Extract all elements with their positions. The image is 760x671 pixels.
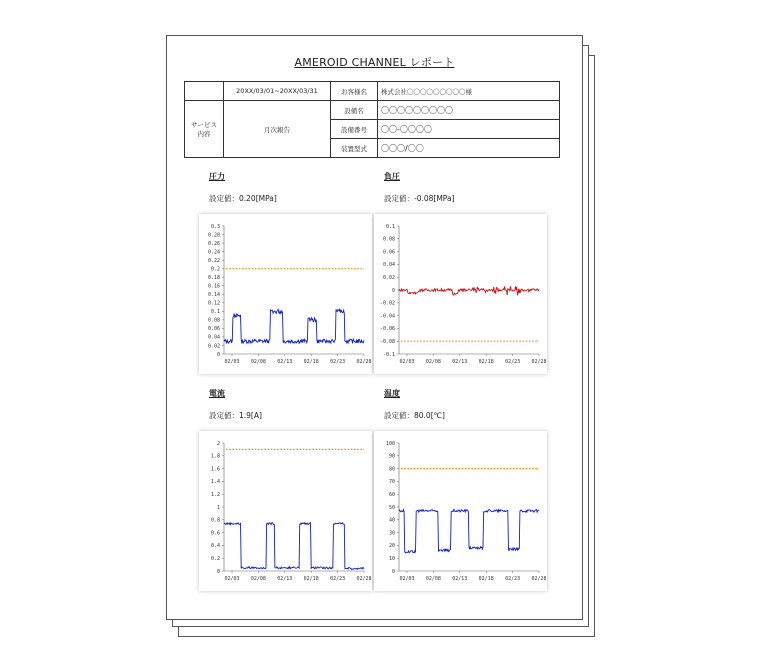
- y-tick-label: 10: [388, 556, 395, 562]
- y-tick-label: 0.28: [207, 232, 220, 239]
- x-tick-label: 02/08: [250, 576, 266, 582]
- x-tick-label: 02/13: [277, 576, 293, 582]
- x-tick-label: 02/28: [531, 576, 547, 582]
- y-tick-label: 60: [388, 492, 395, 498]
- y-tick-label: 40: [388, 517, 395, 524]
- y-tick-label: 20: [388, 543, 395, 550]
- y-tick-label: 0.18: [207, 275, 220, 281]
- panel-title: 温度: [384, 389, 400, 398]
- series-line: [224, 309, 364, 343]
- service-label-line2: 内容: [197, 130, 211, 138]
- panel-setting: 設定値：0.20[MPa]: [209, 194, 277, 203]
- y-tick-label: 0.16: [207, 283, 220, 290]
- x-tick-label: 02/18: [303, 576, 319, 582]
- y-tick-label: 1.2: [210, 492, 220, 498]
- service-label-line1: サービス: [191, 121, 217, 129]
- y-tick-label: -0.04: [379, 313, 395, 320]
- x-tick-label: 02/18: [303, 359, 319, 365]
- y-tick-label: 0: [391, 287, 395, 294]
- y-tick-label: 0.2: [210, 266, 220, 273]
- x-tick-label: 02/23: [505, 359, 521, 365]
- info-table: [184, 81, 560, 158]
- y-tick-label: 0.26: [207, 240, 220, 247]
- panel-setting: 設定値：80.0[℃]: [384, 411, 445, 420]
- equipment-name-label: 設備名: [331, 101, 378, 120]
- y-tick-label: 0.24: [207, 249, 220, 256]
- chart-box: [374, 431, 547, 591]
- x-tick-label: 02/23: [330, 359, 346, 365]
- blank-cell: [185, 82, 224, 101]
- y-tick-label: 0.06: [207, 326, 220, 333]
- service-label: [185, 101, 224, 158]
- y-tick-label: 0.04: [382, 262, 395, 269]
- y-tick-label: 0: [216, 351, 220, 358]
- y-tick-label: 0.08: [382, 236, 395, 243]
- y-tick-label: 90: [388, 453, 395, 460]
- y-tick-label: 0.22: [207, 257, 220, 264]
- y-tick-label: 100: [385, 440, 395, 447]
- y-tick-label: 0.14: [207, 292, 220, 299]
- y-tick-label: 1: [216, 504, 220, 511]
- y-tick-label: 0.4: [210, 543, 220, 550]
- y-tick-label: 0.1: [210, 309, 220, 316]
- y-tick-label: 0.04: [207, 334, 220, 341]
- panel-pressure: [187, 171, 372, 381]
- period-value: 20XX/03/01~20XX/03/31: [224, 82, 331, 101]
- y-tick-label: 0.1: [385, 223, 395, 230]
- equipment-number-label: 設備番号: [331, 120, 378, 139]
- x-tick-label: 02/13: [452, 576, 468, 582]
- y-tick-label: 1.4: [210, 479, 220, 486]
- y-tick-label: -0.08: [379, 339, 395, 345]
- x-tick-label: 02/23: [330, 576, 346, 582]
- chart-box: [374, 214, 547, 374]
- panel-current: [187, 388, 372, 598]
- x-tick-label: 02/13: [277, 359, 293, 365]
- x-tick-label: 02/28: [356, 359, 372, 365]
- x-tick-label: 02/08: [425, 359, 441, 365]
- chart-box: [199, 214, 372, 374]
- y-tick-label: 2: [216, 440, 220, 447]
- y-tick-label: 80: [388, 466, 395, 473]
- x-tick-label: 02/03: [224, 576, 240, 582]
- x-tick-label: 02/08: [425, 576, 441, 582]
- x-tick-label: 02/08: [250, 359, 266, 365]
- x-tick-label: 02/23: [505, 576, 521, 582]
- y-tick-label: 0.12: [207, 300, 220, 307]
- x-tick-label: 02/13: [452, 359, 468, 365]
- equipment-name-value: 〇〇〇〇〇〇〇〇〇: [378, 101, 560, 120]
- y-tick-label: -0.06: [379, 326, 395, 333]
- temperature-chart: [374, 431, 547, 591]
- x-tick-label: 02/18: [478, 576, 494, 582]
- x-tick-label: 02/28: [531, 359, 547, 365]
- pressure-chart: [199, 214, 372, 374]
- panel-negative-pressure: [362, 171, 547, 381]
- y-tick-label: -0.1: [382, 351, 395, 358]
- y-tick-label: 0.8: [210, 517, 220, 524]
- panel-setting: 設定値：-0.08[MPa]: [384, 194, 455, 203]
- report-page: [166, 35, 583, 620]
- series-line: [399, 510, 539, 553]
- panel-title: 電流: [209, 389, 225, 398]
- y-tick-label: 0.6: [210, 530, 220, 537]
- y-tick-label: 70: [388, 479, 395, 486]
- customer-value: 株式会社〇〇〇〇〇〇〇〇〇様: [378, 82, 560, 101]
- device-model-label: 装置型式: [331, 139, 378, 158]
- equipment-number-value: 〇〇-〇〇〇〇: [378, 120, 560, 139]
- chart-box: [199, 431, 372, 591]
- y-tick-label: 0: [391, 568, 395, 575]
- x-tick-label: 02/03: [399, 359, 415, 365]
- y-tick-label: 0.3: [210, 223, 220, 230]
- panel-title: 負圧: [384, 172, 400, 181]
- y-tick-label: 50: [388, 504, 395, 511]
- y-tick-label: 0.02: [382, 275, 395, 281]
- series-line: [399, 286, 539, 295]
- y-tick-label: 0.06: [382, 249, 395, 256]
- x-tick-label: 02/18: [478, 359, 494, 365]
- service-value: 月次報告: [224, 101, 331, 158]
- customer-label: お客様名: [331, 82, 378, 101]
- panel-temperature: [362, 388, 547, 598]
- x-tick-label: 02/28: [356, 576, 372, 582]
- y-tick-label: -0.02: [379, 300, 395, 307]
- panel-setting: 設定値：1.9[A]: [209, 411, 262, 420]
- device-model-value: 〇〇〇/〇〇: [378, 139, 560, 158]
- x-tick-label: 02/03: [399, 576, 415, 582]
- report-title: AMEROID CHANNEL レポート: [294, 56, 455, 69]
- y-tick-label: 30: [388, 530, 395, 537]
- y-tick-label: 0: [216, 568, 220, 575]
- y-tick-label: 0.2: [210, 556, 220, 562]
- y-tick-label: 1.6: [210, 466, 220, 473]
- current-chart: [199, 431, 372, 591]
- series-line: [224, 523, 364, 570]
- panel-title: 圧力: [209, 172, 225, 181]
- x-tick-label: 02/03: [224, 359, 240, 365]
- negative-pressure-chart: [374, 214, 547, 374]
- y-tick-label: 0.08: [207, 317, 220, 324]
- y-tick-label: 0.02: [207, 343, 220, 350]
- y-tick-label: 1.8: [210, 453, 220, 460]
